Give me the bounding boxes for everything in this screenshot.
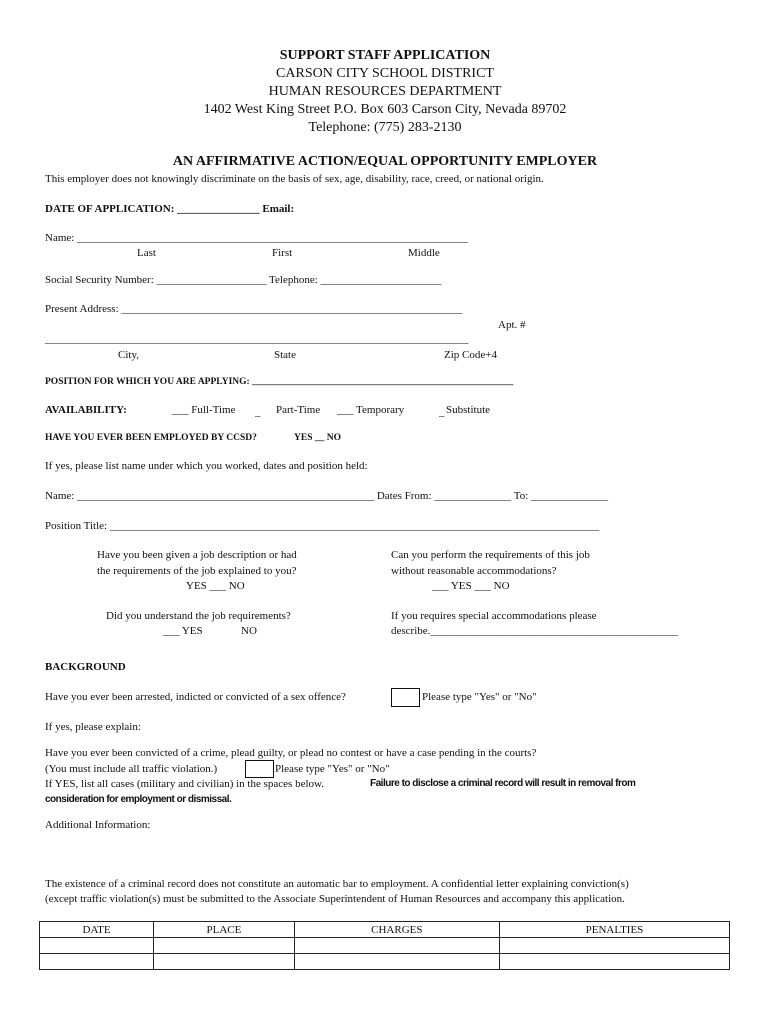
perform-requirements-answer[interactable]: ___ YES ___ NO — [432, 580, 510, 592]
availability-substitute-mark: _ — [439, 406, 445, 418]
availability-temporary[interactable]: ___ Temporary — [337, 404, 405, 416]
understand-requirements-question: Did you understand the job requirements? — [106, 610, 291, 622]
place-cell[interactable] — [154, 954, 295, 970]
additional-information-label: Additional Information: — [45, 819, 151, 831]
date-cell[interactable] — [40, 954, 154, 970]
availability-label: AVAILABILITY: — [45, 404, 127, 416]
ssn-telephone-field[interactable]: Social Security Number: ____________________ Telephone: ______________________ — [45, 274, 442, 286]
position-title-field[interactable]: Position Title: _________________________________________________________________________________________ — [45, 520, 600, 532]
sex-offence-type-hint: Please type "Yes" or "No" — [422, 691, 537, 703]
availability-full-time[interactable]: ___ Full-Time — [172, 404, 236, 416]
perform-requirements-question-line1: Can you perform the requirements of this job — [391, 549, 590, 561]
name-last-label: Last — [137, 247, 156, 259]
charges-cell[interactable] — [294, 938, 499, 954]
penalties-column-header: PENALTIES — [499, 922, 729, 938]
explain-label: If yes, please explain: — [45, 721, 141, 733]
city-label: City, — [118, 349, 139, 361]
address-line-2-field[interactable]: _____________________________________________________________________________ — [45, 333, 469, 345]
accommodations-describe-field[interactable]: describe._____________________________________________ — [391, 625, 678, 637]
district-address: 1402 West King Street P.O. Box 603 Carson City, Nevada 89702 — [203, 102, 567, 117]
traffic-violation-note: (You must include all traffic violation.) — [45, 763, 218, 775]
date-column-header: DATE — [40, 922, 154, 938]
district-name: CARSON CITY SCHOOL DISTRICT — [276, 66, 494, 81]
employer-statement: AN AFFIRMATIVE ACTION/EQUAL OPPORTUNITY EMPLOYER — [172, 154, 598, 169]
availability-part-time[interactable]: Part-Time — [276, 404, 321, 416]
non-discrimination-note: This employer does not knowingly discriminate on the basis of sex, age, disability, race, creed, or national origin. — [45, 173, 544, 185]
crime-type-hint: Please type "Yes" or "No" — [275, 763, 390, 775]
accommodations-question-line1: If you requires special accommodations please — [391, 610, 597, 622]
charges-cell[interactable] — [294, 954, 499, 970]
job-description-answer[interactable]: YES ___ NO — [186, 580, 245, 592]
crime-answer-box[interactable] — [245, 760, 274, 778]
criminal-record-notice-line1: The existence of a criminal record does not constitute an automatic bar to employment. A confidential letter explaining conviction(s) — [45, 878, 629, 890]
disclosure-warning-line1: Failure to disclose a criminal record will result in removal from — [370, 778, 636, 789]
position-applying-field[interactable]: POSITION FOR WHICH YOU ARE APPLYING: _______________________________________________________ — [45, 377, 514, 387]
date-of-application-field[interactable]: DATE OF APPLICATION: _______________ Email: — [45, 203, 295, 215]
present-address-field[interactable]: Present Address: ______________________________________________________________ — [45, 303, 463, 315]
disclosure-warning-line2: consideration for employment or dismissal. — [45, 794, 232, 805]
criminal-record-notice-line2: (except traffic violation(s) must be submitted to the Associate Superintendent of Human Resources and accompany this application. — [45, 893, 625, 905]
sex-offence-answer-box[interactable] — [391, 688, 420, 707]
employed-by-ccsd-question: HAVE YOU EVER BEEN EMPLOYED BY CCSD? — [45, 433, 257, 443]
job-description-question-line1: Have you been given a job description or had — [97, 549, 297, 561]
name-middle-label: Middle — [408, 247, 440, 259]
understand-requirements-no[interactable]: NO — [241, 625, 257, 637]
department-name: HUMAN RESOURCES DEPARTMENT — [268, 84, 502, 99]
perform-requirements-question-line2: without reasonable accommodations? — [391, 565, 557, 577]
district-telephone: Telephone: (775) 283-2130 — [308, 120, 462, 135]
employed-by-ccsd-answer[interactable]: YES __ NO — [294, 433, 341, 443]
date-cell[interactable] — [40, 938, 154, 954]
name-field[interactable]: Name: _______________________________________________________________________ — [45, 232, 468, 244]
state-label: State — [274, 349, 296, 361]
apt-label: Apt. # — [498, 319, 526, 331]
prior-name-dates-field[interactable]: Name: ______________________________________________________ Dates From: ______________ To: ______________ — [45, 490, 609, 502]
availability-substitute[interactable]: Substitute — [446, 404, 491, 416]
zip-label: Zip Code+4 — [444, 349, 497, 361]
understand-requirements-yes[interactable]: ___ YES — [163, 625, 203, 637]
prior-employment-instructions: If yes, please list name under which you worked, dates and position held: — [45, 460, 368, 472]
background-heading: BACKGROUND — [45, 661, 126, 673]
place-cell[interactable] — [154, 938, 295, 954]
table-row — [40, 938, 730, 954]
charges-column-header: CHARGES — [294, 922, 499, 938]
job-description-question-line2: the requirements of the job explained to you? — [97, 565, 297, 577]
table-row — [40, 954, 730, 970]
list-cases-instruction: If YES, list all cases (military and civilian) in the spaces below. — [45, 778, 324, 790]
place-column-header: PLACE — [154, 922, 295, 938]
availability-part-time-mark: _ — [255, 406, 261, 418]
name-first-label: First — [272, 247, 293, 259]
crime-question: Have you ever been convicted of a crime, plead guilty, or plead no contest or have a case pending in the courts? — [45, 747, 537, 759]
table-header-row — [40, 922, 730, 938]
penalties-cell[interactable] — [499, 938, 729, 954]
sex-offence-question: Have you ever been arrested, indicted or convicted of a sex offence? — [45, 691, 346, 703]
criminal-record-table — [39, 921, 730, 970]
form-title: SUPPORT STAFF APPLICATION — [279, 48, 491, 63]
penalties-cell[interactable] — [499, 954, 729, 970]
